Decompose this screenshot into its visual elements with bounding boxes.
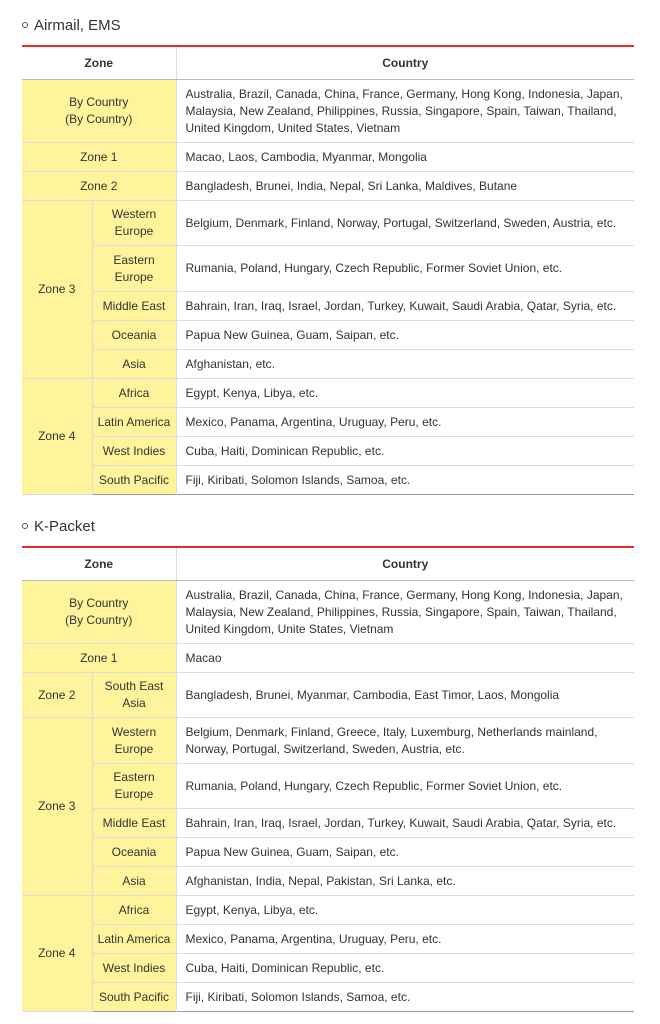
zone-2-label: Zone 2 — [22, 673, 92, 718]
country-column-header: Country — [176, 46, 634, 80]
country-list: Fiji, Kiribati, Solomon Islands, Samoa, etc. — [185, 989, 411, 1004]
kpacket-title-text: K-Packet — [34, 517, 95, 535]
country-list: Papua New Guinea, Guam, Saipan, etc. — [176, 321, 634, 350]
country-list: Bangladesh, Brunei, Myanmar, Cambodia, East Timor, Laos, Mongolia — [176, 673, 634, 718]
zone-4-label: Zone 4 — [22, 896, 92, 1012]
country-list: Belgium, Denmark, Finland, Greece, Italy, Luxemburg, Netherlands mainland, Norway, Portugal, Switzerland, Sweden, Austria, etc. — [176, 718, 634, 764]
zone-1-label: Zone 1 — [22, 644, 176, 673]
zone-3-label: Zone 3 — [22, 718, 92, 896]
country-list: Cuba, Haiti, Dominican Republic, etc. — [176, 437, 634, 466]
circle-bullet-icon — [22, 523, 28, 529]
country-list: Afghanistan, India, Nepal, Pakistan, Sri Lanka, etc. — [176, 867, 634, 896]
region-label: South Pacific — [92, 466, 176, 495]
region-label: Western Europe — [92, 201, 176, 246]
country-list: Fiji, Kiribati, Solomon Islands, Samoa, etc. — [185, 472, 411, 487]
region-label: Asia — [92, 350, 176, 379]
kpacket-zone-table — [22, 546, 634, 1012]
country-list: Afghanistan, etc. — [176, 350, 634, 379]
country-list: Rumania, Poland, Hungary, Czech Republic, Former Soviet Union, etc. — [176, 246, 634, 292]
airmail-title-text: Airmail, EMS — [34, 16, 121, 34]
region-label: Oceania — [92, 838, 176, 867]
zone-4-label: Zone 4 — [22, 379, 92, 495]
region-label: Asia — [92, 867, 176, 896]
country-list: Rumania, Poland, Hungary, Czech Republic, Former Soviet Union, etc. — [176, 764, 634, 809]
country-list: Australia, Brazil, Canada, China, France, Germany, Hong Kong, Indonesia, Japan, Malaysia, New Zealand, Philippines, Russia, Singapore, Spain, Taiwan, Thailand, United Kingdom, United States, Vietnam — [176, 80, 634, 143]
region-label: Middle East — [92, 292, 176, 321]
country-list: Macao, Laos, Cambodia, Myanmar, Mongolia — [176, 143, 634, 172]
region-label: Latin America — [92, 925, 176, 954]
zone-column-header: Zone — [22, 46, 176, 80]
zone-2-label: Zone 2 — [22, 172, 176, 201]
region-label: South East Asia — [92, 673, 176, 718]
by-country-label: By Country (By Country) — [22, 581, 176, 644]
country-list: Egypt, Kenya, Libya, etc. — [176, 896, 634, 925]
by-country-label: By Country (By Country) — [22, 80, 176, 143]
country-list: Bahrain, Iran, Iraq, Israel, Jordan, Turkey, Kuwait, Saudi Arabia, Qatar, Syria, etc. — [176, 292, 634, 321]
circle-bullet-icon — [22, 22, 28, 28]
country-list: Egypt, Kenya, Libya, etc. — [176, 379, 634, 408]
zone-column-header: Zone — [22, 547, 176, 581]
region-label: Africa — [92, 896, 176, 925]
region-label: Africa — [92, 379, 176, 408]
region-label: South Pacific — [92, 983, 176, 1012]
region-label: Oceania — [92, 321, 176, 350]
country-list: Macao — [176, 644, 634, 673]
country-list: Bangladesh, Brunei, India, Nepal, Sri Lanka, Maldives, Butane — [176, 172, 634, 201]
country-list: Mexico, Panama, Argentina, Uruguay, Peru, etc. — [176, 408, 634, 437]
region-label: Western Europe — [92, 718, 176, 764]
region-label: Middle East — [92, 809, 176, 838]
country-list: Mexico, Panama, Argentina, Uruguay, Peru, etc. — [176, 925, 634, 954]
region-label: Latin America — [92, 408, 176, 437]
kpacket-title — [22, 515, 95, 537]
region-label: Eastern Europe — [92, 246, 176, 292]
region-label: West Indies — [92, 954, 176, 983]
country-list: Australia, Brazil, Canada, China, France, Germany, Hong Kong, Indonesia, Japan, Malaysia, New Zealand, Philippines, Russia, Singapore, Spain, Taiwan, Thailand, United Kingdom, Unite States, Vietnam — [176, 581, 634, 644]
zone-3-label: Zone 3 — [22, 201, 92, 379]
airmail-title — [22, 14, 121, 36]
region-label: Eastern Europe — [92, 764, 176, 809]
country-list: Bahrain, Iran, Iraq, Israel, Jordan, Turkey, Kuwait, Saudi Arabia, Qatar, Syria, etc. — [176, 809, 634, 838]
region-label: West Indies — [92, 437, 176, 466]
country-column-header: Country — [176, 547, 634, 581]
country-list: Belgium, Denmark, Finland, Norway, Portugal, Switzerland, Sweden, Austria, etc. — [176, 201, 634, 246]
country-list: Cuba, Haiti, Dominican Republic, etc. — [176, 954, 634, 983]
airmail-zone-table — [22, 45, 634, 495]
country-list: Papua New Guinea, Guam, Saipan, etc. — [176, 838, 634, 867]
zone-1-label: Zone 1 — [22, 143, 176, 172]
